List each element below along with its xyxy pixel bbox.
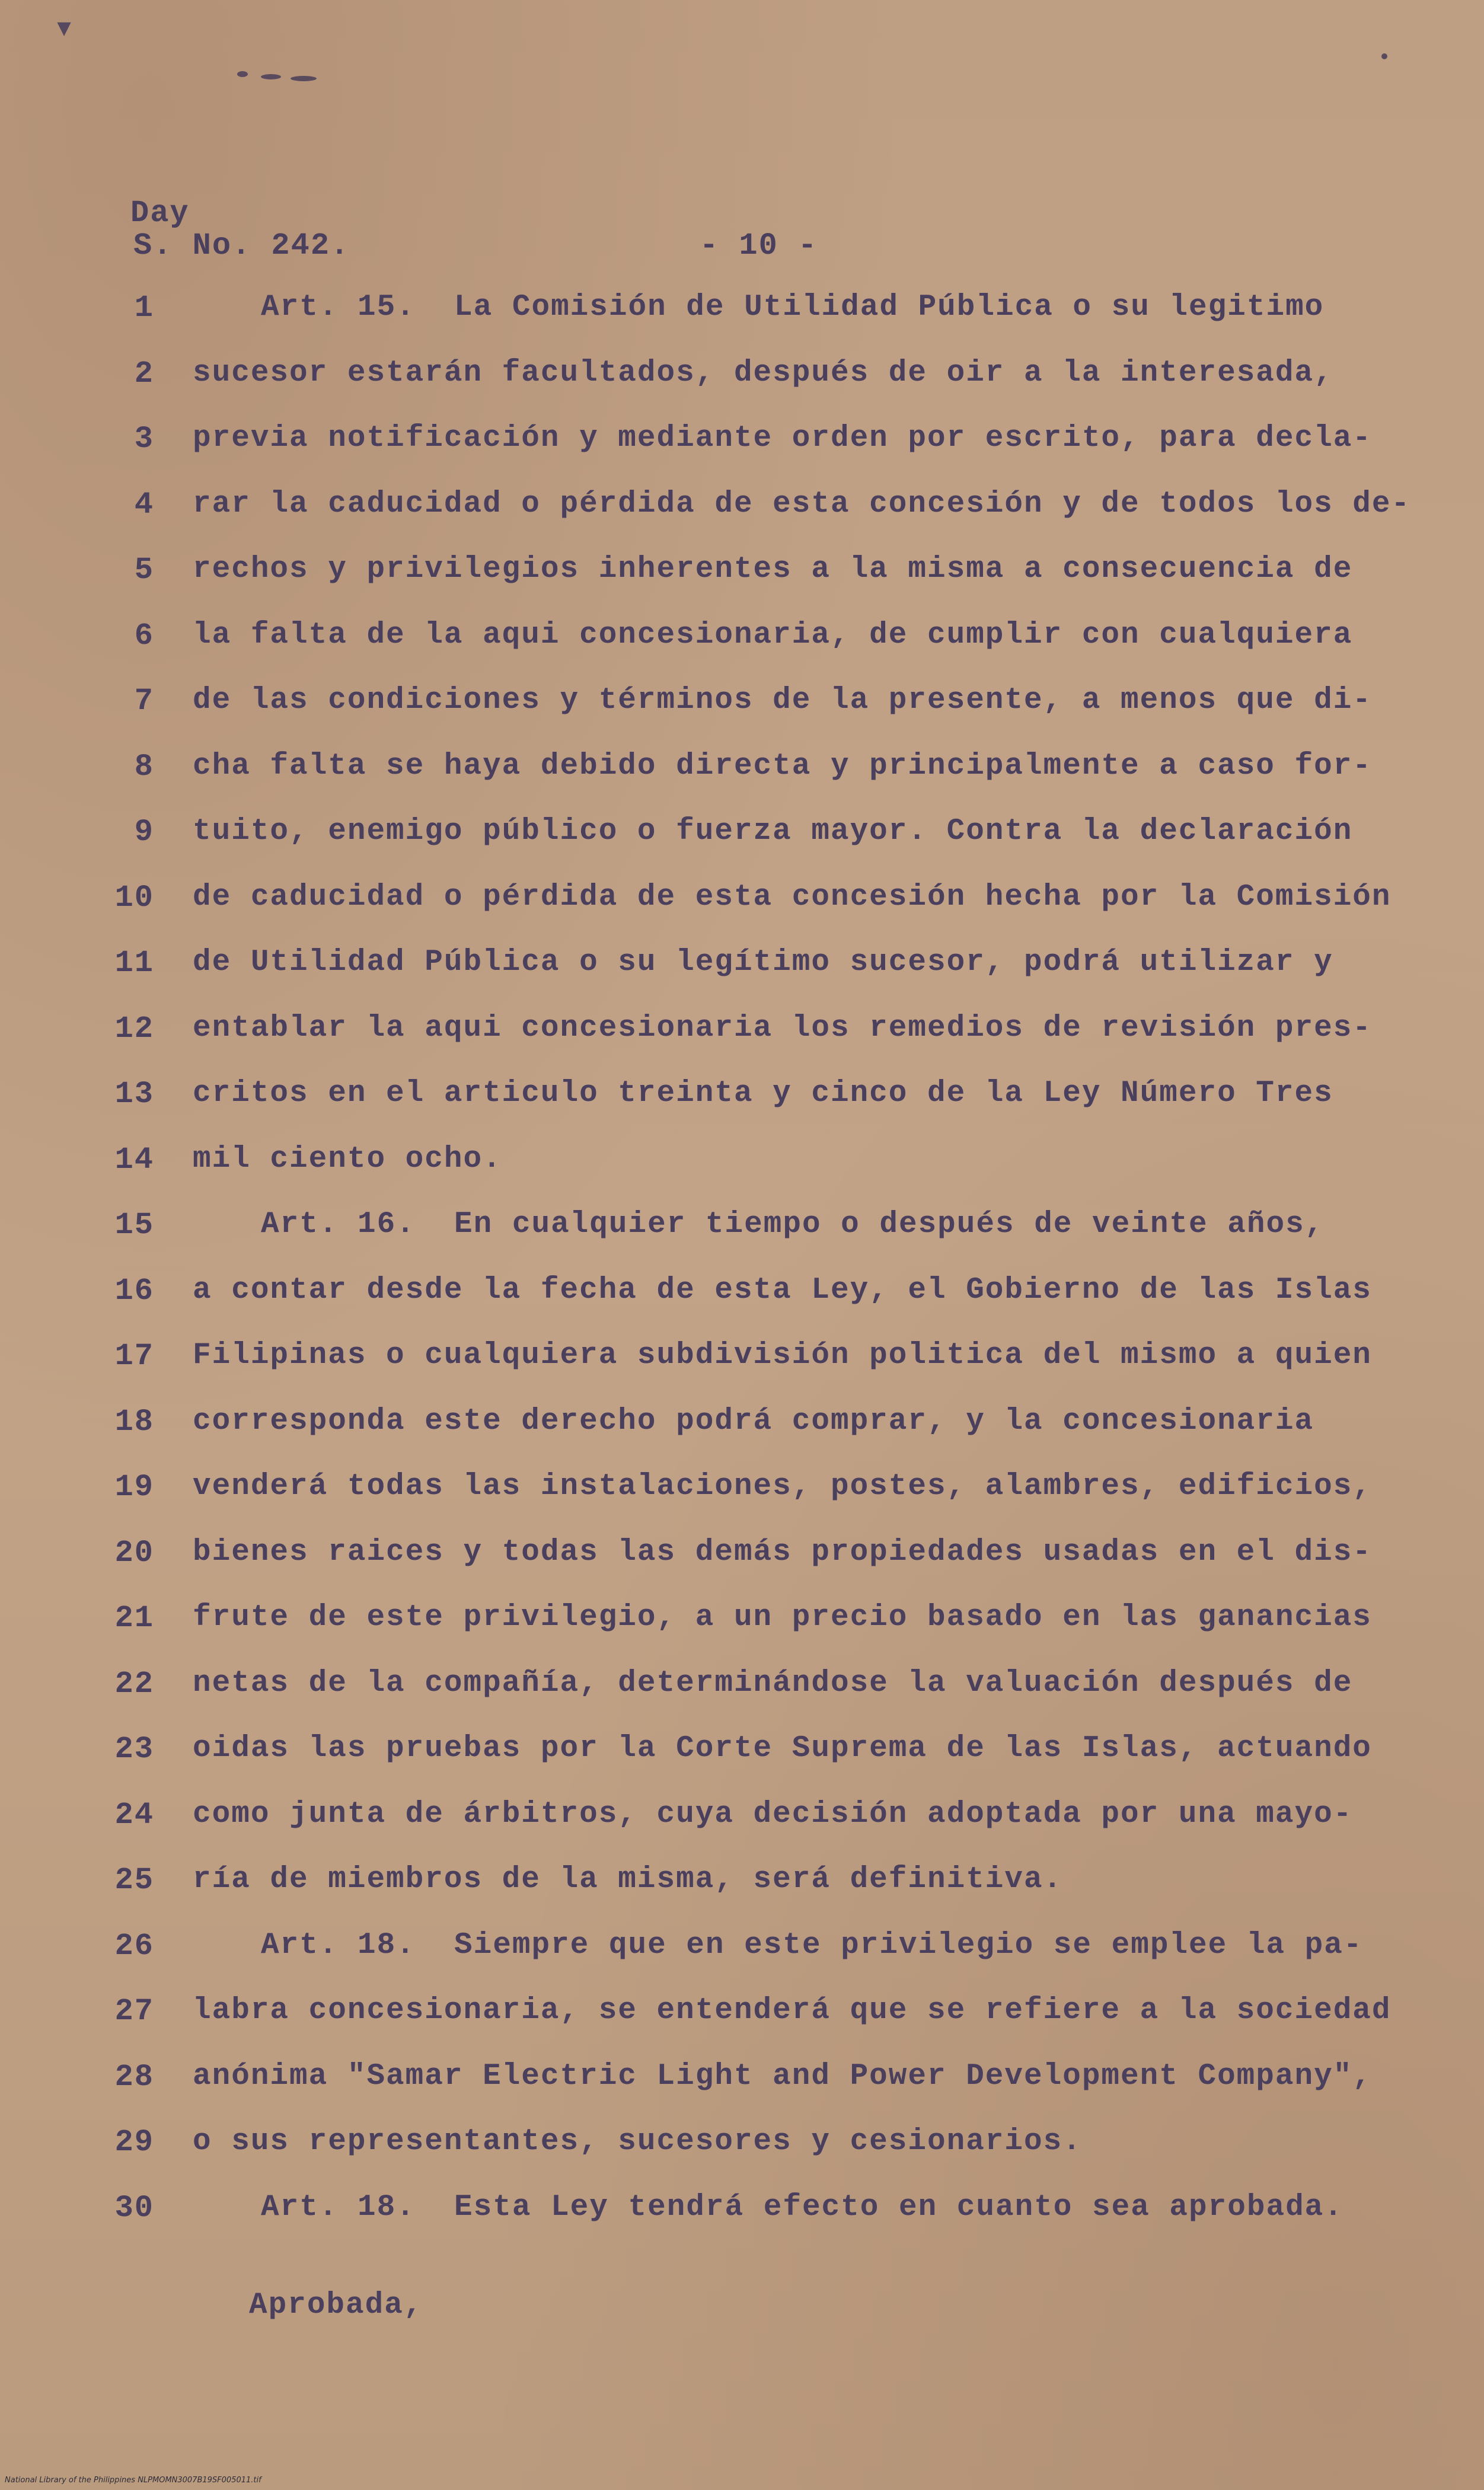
- paper-speck: [291, 76, 317, 81]
- text-line: [89, 1273, 1423, 1327]
- line-number: 6: [134, 618, 154, 653]
- text-line: [89, 1929, 1423, 1982]
- line-text: a contar desde la fecha de esta Ley, el Gobierno de las Islas: [193, 1273, 1372, 1307]
- line-number: 30: [114, 2191, 154, 2226]
- text-line: [89, 1994, 1423, 2047]
- line-text: venderá todas las instalaciones, postes, alambres, edificios,: [193, 1470, 1372, 1503]
- line-text: de caducidad o pérdida de esta concesión hecha por la Comisión: [193, 880, 1392, 914]
- text-line: [89, 815, 1423, 868]
- line-text: critos en el articulo treinta y cinco de la Ley Número Tres: [193, 1077, 1333, 1110]
- text-line: [89, 880, 1423, 934]
- line-text: Filipinas o cualquiera subdivisión politica del mismo a quien: [193, 1339, 1372, 1372]
- text-line: [89, 1208, 1423, 1261]
- text-line: [89, 2191, 1423, 2244]
- text-line: [89, 2060, 1423, 2113]
- line-text: Art. 15. La Comisión de Utilidad Pública o su legitimo: [261, 290, 1325, 324]
- line-number: 7: [134, 684, 154, 719]
- text-line: [89, 290, 1423, 344]
- line-number: 25: [114, 1863, 154, 1898]
- text-line: [89, 1798, 1423, 1851]
- line-number: 18: [114, 1404, 154, 1439]
- line-text: corresponda este derecho podrá comprar, y la concesionaria: [193, 1404, 1314, 1438]
- line-text: oidas las pruebas por la Corte Suprema de las Islas, actuando: [193, 1732, 1372, 1766]
- text-line: [89, 1142, 1423, 1196]
- line-number: 14: [114, 1142, 154, 1177]
- text-line: [89, 1470, 1423, 1523]
- line-number: 16: [114, 1273, 154, 1308]
- text-line: [89, 946, 1423, 999]
- text-line: [89, 1667, 1423, 1720]
- line-text: bienes raices y todas las demás propiedades usadas en el dis-: [193, 1536, 1372, 1569]
- line-number: 5: [134, 553, 154, 588]
- text-line: [89, 618, 1423, 672]
- text-line: [89, 1077, 1423, 1130]
- text-line: [89, 1863, 1423, 1916]
- text-line: [89, 422, 1423, 475]
- text-line: [89, 356, 1423, 410]
- text-line: [89, 1404, 1423, 1458]
- line-text: tuito, enemigo público o fuerza mayor. Contra la declaración: [193, 815, 1353, 848]
- line-text: de las condiciones y términos de la presente, a menos que di-: [193, 684, 1372, 717]
- archive-footer: National Library of the Philippines NLPMOMN3007B19SF005011.tif: [5, 2476, 261, 2485]
- line-text: sucesor estarán facultados, después de oir a la interesada,: [193, 356, 1333, 390]
- ink-blot-icon: ▾: [53, 9, 75, 50]
- line-text: o sus representantes, sucesores y cesionarios.: [193, 2125, 1082, 2159]
- line-text: ría de miembros de la misma, será definitiva.: [193, 1863, 1063, 1897]
- line-text: labra concesionaria, se entenderá que se refiere a la sociedad: [193, 1994, 1392, 2028]
- line-text: como junta de árbitros, cuya decisión adoptada por una mayo-: [193, 1798, 1353, 1831]
- line-text: cha falta se haya debido directa y principalmente a caso for-: [193, 749, 1372, 783]
- bill-number: S. No. 242.: [133, 228, 350, 263]
- text-line: [89, 749, 1423, 803]
- line-text: mil ciento ocho.: [193, 1142, 502, 1176]
- closing-approved: Aprobada,: [249, 2288, 423, 2322]
- text-line: [89, 1601, 1423, 1654]
- line-number: 12: [114, 1011, 154, 1046]
- line-text: anónima "Samar Electric Light and Power Development Company",: [193, 2060, 1372, 2093]
- line-number: 4: [134, 487, 154, 522]
- text-line: [89, 1339, 1423, 1392]
- line-number: 13: [114, 1077, 154, 1112]
- line-number: 2: [134, 356, 154, 391]
- line-text: de Utilidad Pública o su legítimo sucesor, podrá utilizar y: [193, 946, 1333, 979]
- line-number: 9: [134, 815, 154, 850]
- line-number: 20: [114, 1536, 154, 1570]
- text-line: [89, 1536, 1423, 1589]
- page-number: - 10 -: [700, 228, 818, 263]
- line-text: netas de la compañía, determinándose la valuación después de: [193, 1667, 1353, 1700]
- line-number: 23: [114, 1732, 154, 1767]
- text-line: [89, 684, 1423, 737]
- line-text: previa notificación y mediante orden por escrito, para decla-: [193, 422, 1372, 455]
- paper-speck: [1381, 53, 1387, 59]
- text-line: [89, 1011, 1423, 1065]
- line-text: la falta de la aqui concesionaria, de cumplir con cualquiera: [193, 618, 1353, 652]
- paper-speck: [261, 74, 281, 79]
- text-line: [89, 1732, 1423, 1785]
- text-line: [89, 2125, 1423, 2178]
- line-text: Art. 16. En cualquier tiempo o después de veinte años,: [261, 1208, 1325, 1241]
- line-text: rechos y privilegios inherentes a la misma a consecuencia de: [193, 553, 1353, 586]
- line-text: entablar la aqui concesionaria los remedios de revisión pres-: [193, 1011, 1372, 1045]
- line-text: Art. 18. Esta Ley tendrá efecto en cuanto sea aprobada.: [261, 2191, 1343, 2224]
- text-line: [89, 553, 1423, 606]
- line-number: 11: [114, 946, 154, 981]
- text-line: [89, 487, 1423, 541]
- line-number: 24: [114, 1798, 154, 1833]
- line-text: rar la caducidad o pérdida de esta concesión y de todos los de-: [193, 487, 1411, 521]
- line-number: 21: [114, 1601, 154, 1636]
- line-number: 22: [114, 1667, 154, 1702]
- line-number: 8: [134, 749, 154, 784]
- line-number: 27: [114, 1994, 154, 2029]
- line-number: 1: [134, 290, 154, 325]
- line-number: 17: [114, 1339, 154, 1374]
- line-number: 19: [114, 1470, 154, 1505]
- line-text: Art. 18. Siempre que en este privilegio se emplee la pa-: [261, 1929, 1363, 1962]
- line-number: 29: [114, 2125, 154, 2160]
- line-number: 15: [114, 1208, 154, 1243]
- line-number: 28: [114, 2060, 154, 2095]
- paper-speck: [237, 71, 248, 77]
- line-number: 26: [114, 1929, 154, 1964]
- line-number: 3: [134, 422, 154, 456]
- header-day: Day: [130, 196, 190, 231]
- line-text: frute de este privilegio, a un precio basado en las ganancias: [193, 1601, 1372, 1635]
- line-number: 10: [114, 880, 154, 915]
